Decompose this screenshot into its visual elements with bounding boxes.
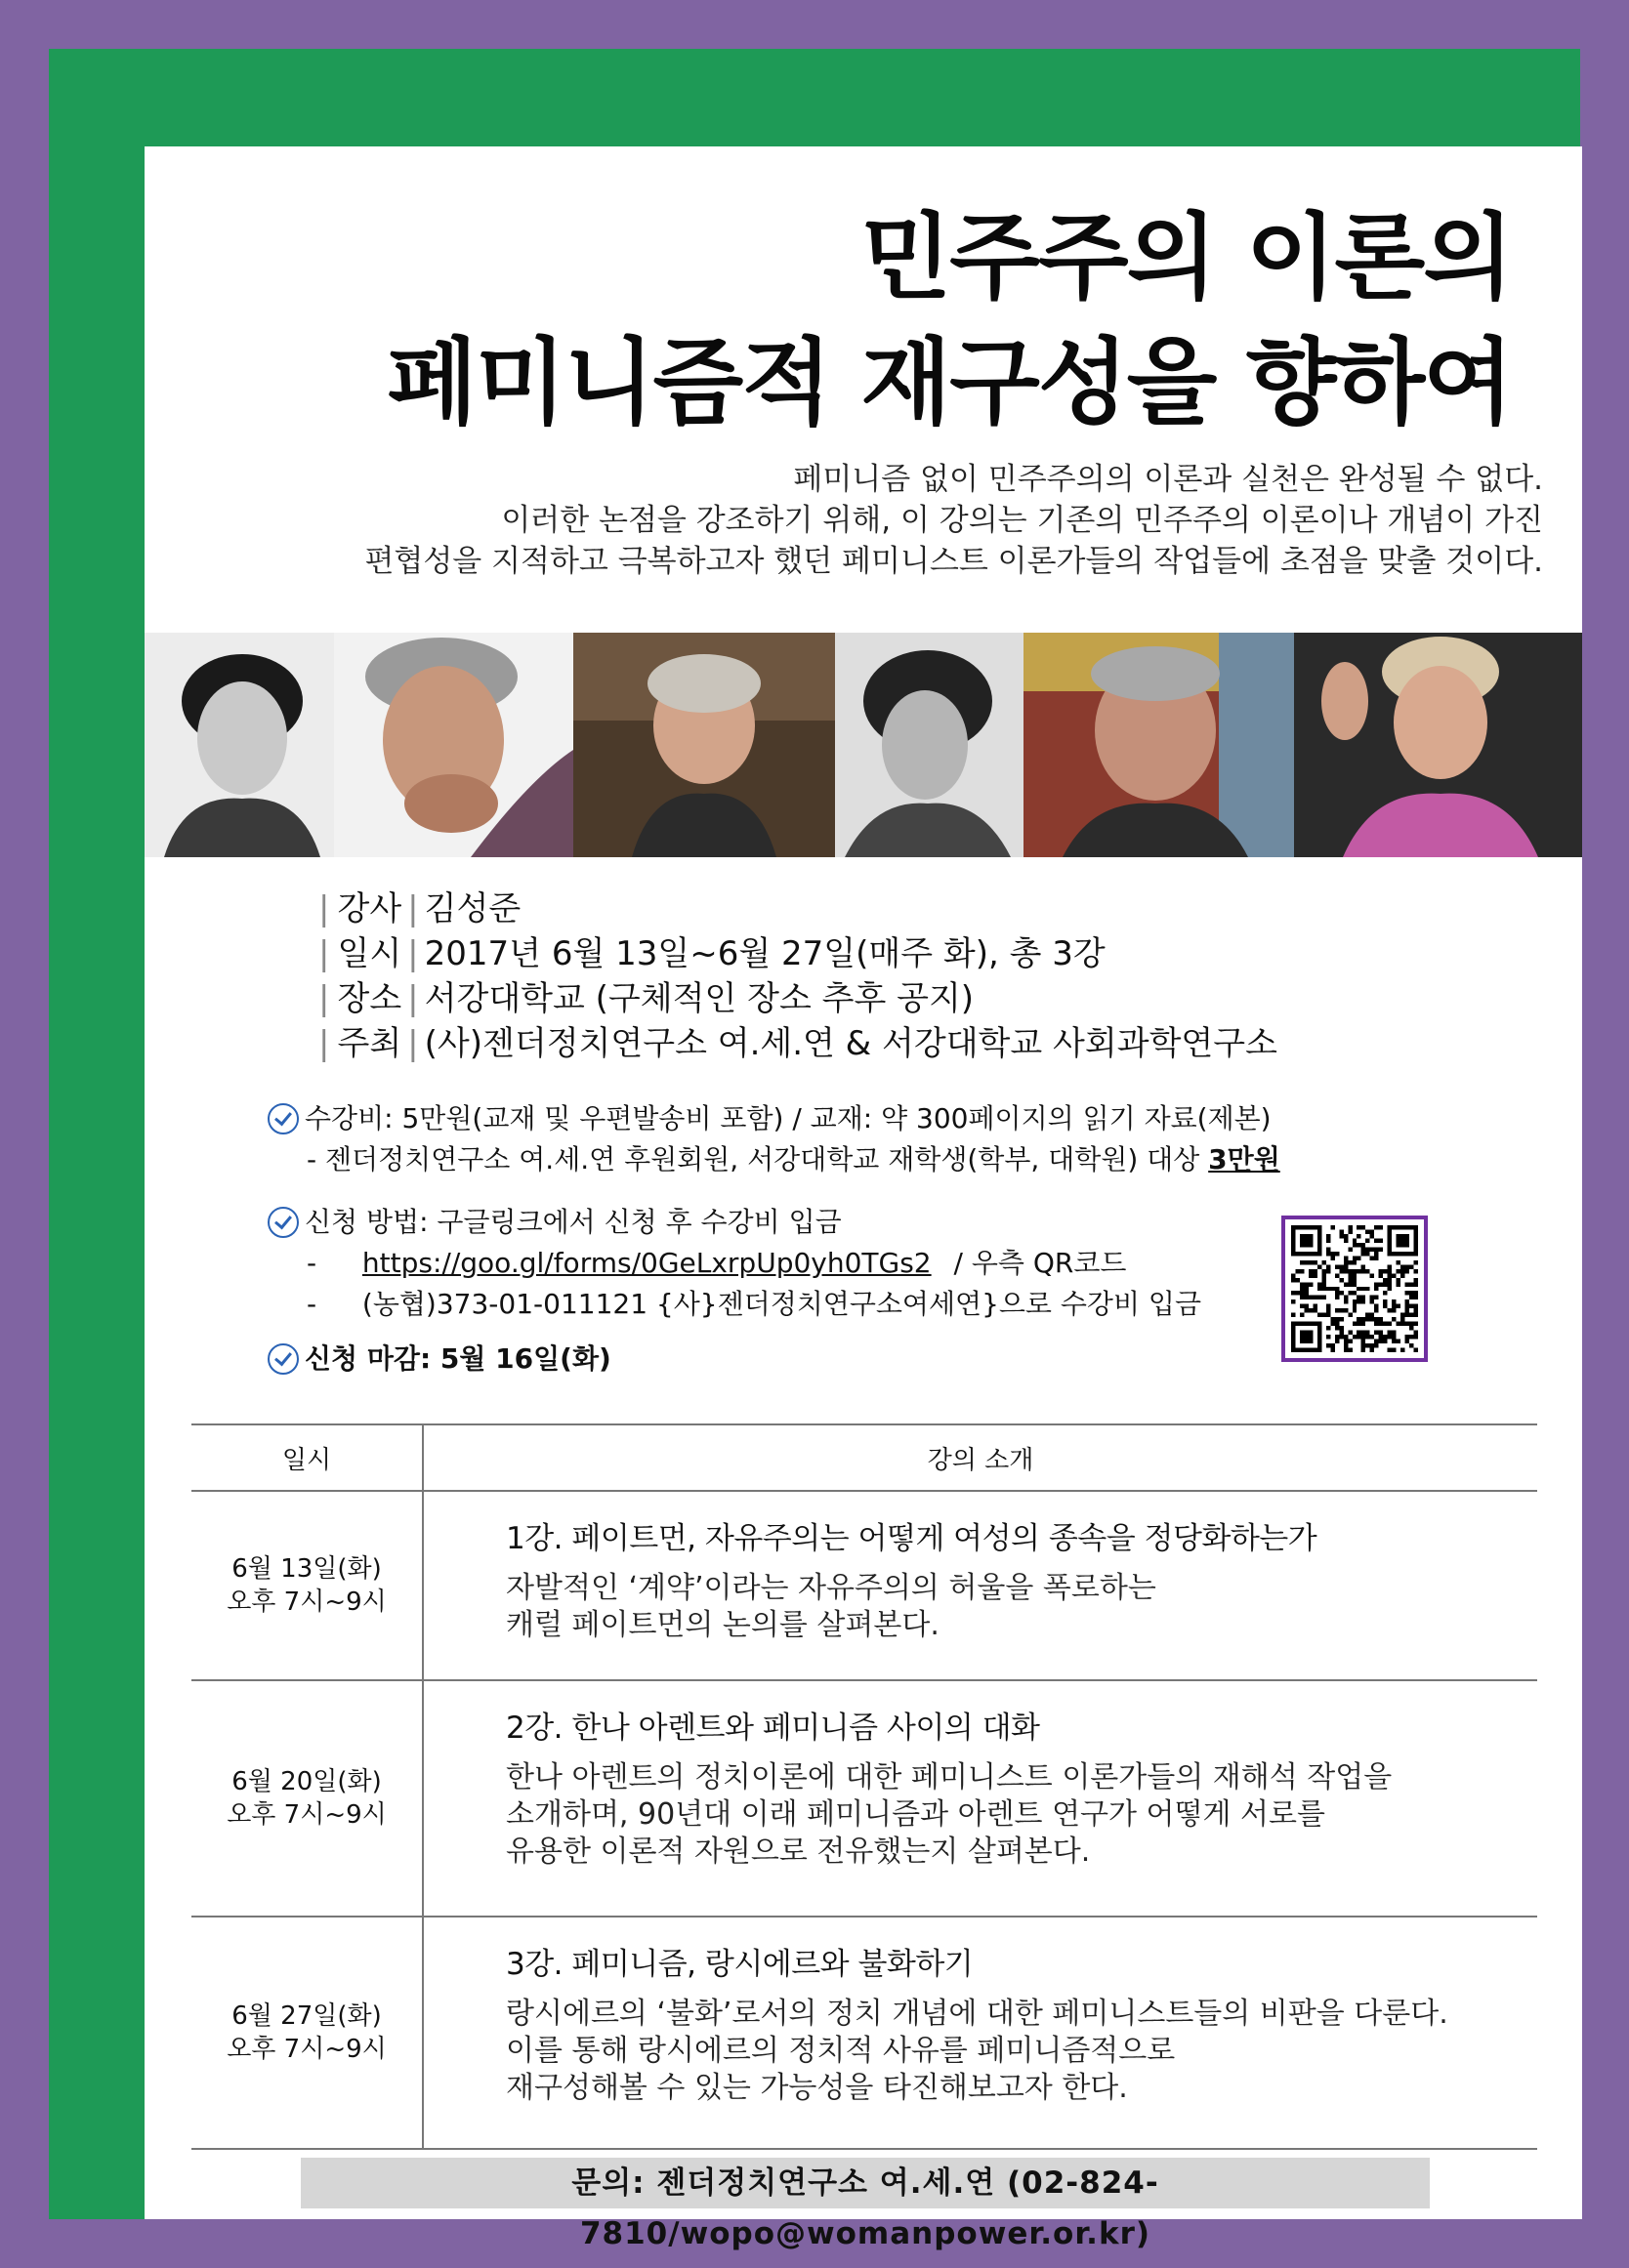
poster-title — [193, 195, 1512, 445]
separator: | — [318, 979, 330, 1018]
registration-notes — [268, 1098, 1440, 1380]
table-row — [191, 1917, 1537, 2148]
check-circle-icon — [268, 1207, 299, 1238]
lecture-desc: 유용한 이론적 자원으로 전유했는지 살펴본다. — [506, 1835, 1091, 1869]
lecture-desc: 이를 통해 랑시에르의 정치적 사유를 페미니즘적으로 — [506, 2034, 1176, 2068]
header-date: 일시 — [191, 1425, 424, 1490]
intro-text — [176, 459, 1543, 582]
discount-text: - 젠더정치연구소 여.세.연 후원회원, 서강대학교 재학생(학부, 대학원) 대상 — [307, 1143, 1200, 1175]
lecturer-label: 강사 — [337, 889, 402, 928]
host-value: (사)젠더정치연구소 여.세.연 & 서강대학교 사회과학연구소 — [424, 1024, 1277, 1063]
check-circle-icon — [268, 1103, 299, 1134]
date-value: 2017년 6월 13일~6월 27일(매주 화), 총 3강 — [424, 934, 1106, 973]
row-date: 6월 27일(화) — [231, 2001, 382, 2031]
separator: | — [318, 934, 330, 973]
poster — [145, 146, 1582, 2251]
discount-amount: 3만원 — [1208, 1143, 1280, 1175]
row-intro-cell — [424, 1492, 1537, 1679]
lecture-desc: 한나 아렌트의 정치이론에 대한 페미니스트 이론가들의 재해석 작업을 — [506, 1760, 1393, 1794]
intro-line-2: 이러한 논점을 강조하기 위해, 이 강의는 기존의 민주주의 이론이나 개념이 가진 — [501, 503, 1543, 538]
fee-discount — [268, 1139, 1440, 1180]
row-intro-cell — [424, 1681, 1537, 1916]
deadline-text: 신청 마감: 5월 16일(화) — [305, 1342, 611, 1375]
portrait-5 — [1023, 633, 1294, 857]
info-lecturer — [318, 887, 1393, 931]
row-time: 오후 7시~9시 — [227, 1800, 387, 1830]
portrait-2 — [334, 633, 573, 857]
info-date — [318, 931, 1393, 976]
portrait-strip — [145, 633, 1582, 857]
lecture-desc: 랑시에르의 ‘불화’로서의 정치 개념에 대한 페미니스트들의 비판을 다룬다. — [506, 1997, 1448, 2031]
date-label: 일시 — [337, 934, 402, 973]
title-line-2: 페미니즘적 재구성을 향하여 — [387, 328, 1512, 437]
table-header — [191, 1425, 1537, 1492]
lecture-info — [318, 887, 1393, 1066]
lecture-title: 2강. 한나 아렌트와 페미니즘 사이의 대화 — [506, 1711, 1040, 1746]
separator: | — [407, 934, 419, 973]
lecture-desc: 소개하며, 90년대 이래 페미니즘과 아렌트 연구가 어떻게 서로를 — [506, 1797, 1325, 1832]
lecture-desc: 자발적인 ‘계약’이라는 자유주의의 허울을 폭로하는 — [506, 1571, 1156, 1605]
portrait-1 — [145, 633, 334, 857]
separator: | — [407, 889, 419, 928]
lecture-desc: 캐럴 페이트먼의 논의를 살펴본다. — [506, 1608, 940, 1642]
title-line-1: 민주주의 이론의 — [860, 203, 1512, 312]
portrait-3 — [573, 633, 835, 857]
portrait-6 — [1294, 633, 1582, 857]
portrait-4 — [835, 633, 1023, 857]
qr-code-icon[interactable] — [1281, 1216, 1428, 1362]
row-date: 6월 20일(화) — [231, 1767, 382, 1796]
row-intro-cell — [424, 1917, 1537, 2148]
lecture-title: 1강. 페이트먼, 자유주의는 어떻게 여성의 종속을 정당화하는가 — [506, 1521, 1317, 1556]
check-circle-icon — [268, 1343, 299, 1375]
contact-bar: 문의: 젠더정치연구소 여.세.연 (02-824-7810/wopo@womanpower.or.kr) — [301, 2158, 1430, 2208]
intro-line-1: 페미니즘 없이 민주주의의 이론과 실천은 완성될 수 없다. — [793, 462, 1543, 497]
lecturer-value: 김성준 — [424, 889, 522, 928]
schedule-table — [191, 1423, 1537, 2150]
lecture-title: 3강. 페미니즘, 랑시에르와 불화하기 — [506, 1947, 974, 1982]
separator: | — [407, 979, 419, 1018]
separator: | — [318, 889, 330, 928]
apply-text: 신청 방법: 구글링크에서 신청 후 수강비 입금 — [305, 1206, 842, 1238]
green-frame — [49, 49, 1580, 2251]
header-intro: 강의 소개 — [927, 1445, 1034, 1475]
row-date-cell — [191, 1492, 424, 1679]
separator: | — [407, 1024, 419, 1063]
bullet-dash: - — [307, 1288, 317, 1320]
place-value: 서강대학교 (구체적인 장소 추후 공지) — [424, 979, 975, 1018]
apply-line — [268, 1202, 1440, 1243]
link-suffix: / 우측 QR코드 — [953, 1247, 1127, 1279]
apply-link-row — [268, 1243, 1440, 1284]
bank-account: (농협)373-01-011121 {사}젠더정치연구소여세연}으로 수강비 입금 — [361, 1288, 1202, 1320]
deadline-line — [268, 1339, 1440, 1380]
info-place — [318, 976, 1393, 1021]
table-row — [191, 1492, 1537, 1681]
row-date-cell — [191, 1681, 424, 1916]
fee-line — [268, 1098, 1440, 1139]
place-label: 장소 — [337, 979, 402, 1018]
row-time: 오후 7시~9시 — [227, 2035, 387, 2064]
intro-line-3: 편협성을 지적하고 극복하고자 했던 페미니스트 이론가들의 작업들에 초점을 맞출 것이다. — [364, 544, 1543, 579]
table-row — [191, 1681, 1537, 1917]
row-time: 오후 7시~9시 — [227, 1588, 387, 1617]
fee-text: 수강비: 5만원(교재 및 우편발송비 포함) / 교재: 약 300페이지의 읽기 자료(제본) — [305, 1102, 1272, 1134]
lecture-desc: 재구성해볼 수 있는 가능성을 타진해보고자 한다. — [506, 2071, 1128, 2105]
info-host — [318, 1021, 1393, 1066]
host-label: 주최 — [337, 1024, 402, 1063]
row-date-cell — [191, 1917, 424, 2148]
bullet-dash: - — [307, 1247, 317, 1279]
row-date: 6월 13일(화) — [231, 1554, 382, 1584]
google-form-link[interactable]: https://goo.gl/forms/0GeLxrpUp0yh0TGs2 — [361, 1247, 932, 1279]
separator: | — [318, 1024, 330, 1063]
apply-bank-row — [268, 1284, 1440, 1325]
